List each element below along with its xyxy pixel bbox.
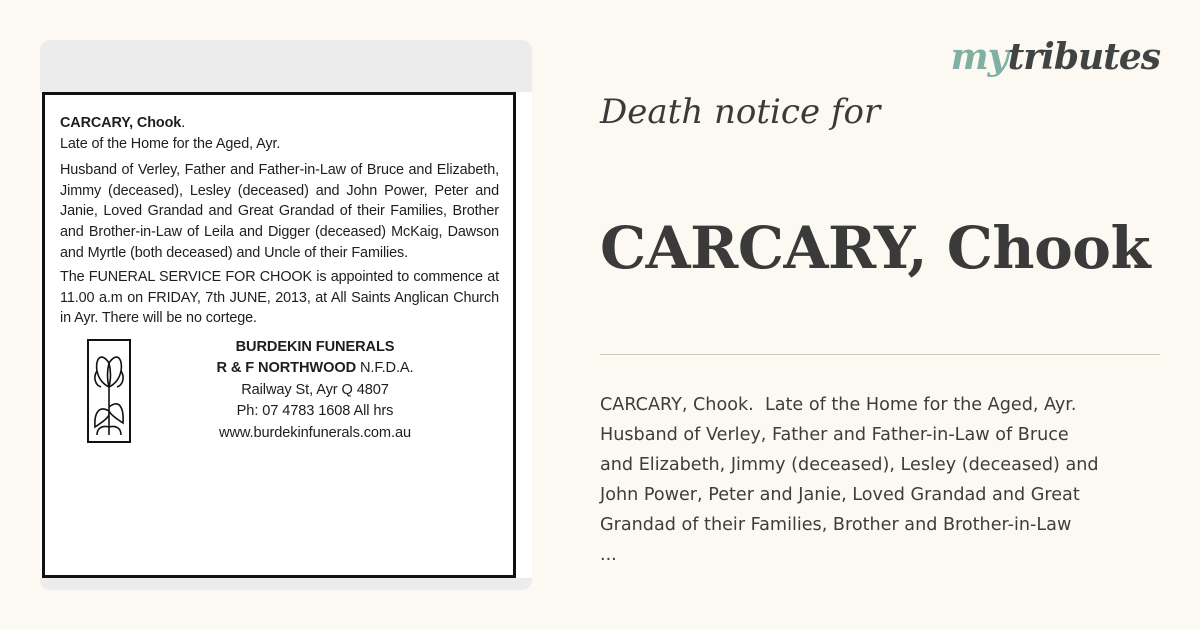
logo-my: my bbox=[950, 36, 1008, 78]
notice-footer bbox=[60, 333, 499, 443]
funeral-home-details bbox=[170, 337, 460, 444]
funeral-directors-name: R & F NORTHWOOD bbox=[216, 360, 357, 377]
funeral-home-name: BURDEKIN FUNERALS bbox=[235, 338, 395, 355]
funeral-home-address: Railway St, Ayr Q 4807 bbox=[241, 381, 389, 398]
notice-paper bbox=[40, 92, 532, 578]
funeral-home-website: www.burdekinfunerals.com.au bbox=[219, 424, 411, 441]
notice-residence: Late of the Home for the Aged, Ayr. bbox=[60, 135, 281, 152]
funeral-directors-suffix: N.F.D.A. bbox=[356, 360, 414, 377]
notice-service: The FUNERAL SERVICE FOR CHOOK is appointed to commence at 11.00 a.m on FRIDAY, 7th JUNE, 2013, at All Saints Anglican Church in Ayr. There will be no cortege. bbox=[60, 269, 499, 327]
mytributes-logo bbox=[951, 36, 1160, 78]
funeral-home-phone: Ph: 07 4783 1608 All hrs bbox=[236, 403, 394, 420]
logo-tributes: tributes bbox=[1007, 36, 1160, 78]
notice-family: Husband of Verley, Father and Father-in-Law of Bruce and Elizabeth, Jimmy (deceased), Lesley (deceased) and John Power, Peter and Janie, Loved Grandad and Great Grandad of their Families, Brother and Brother-in-Law of Leila and Digger (deceased) McKaig, Dawson and Myrtle (both deceased) and Uncle of their Families. bbox=[60, 162, 499, 261]
summary-ellipsis: ... bbox=[600, 545, 617, 565]
notice-header bbox=[60, 113, 499, 154]
deceased-name: CARCARY, Chook bbox=[600, 214, 1151, 282]
notice-summary: CARCARY, Chook. Late of the Home for the Aged, Ayr. Husband of Verley, Father and Father-in-Law of Bruce and Elizabeth, Jimmy (deceased), Lesley (deceased) and John Power, Peter and Janie, Loved Grandad and Great Grandad of their Families, Brother and Brother-in-Law bbox=[600, 395, 1099, 535]
notice-frame bbox=[42, 92, 516, 578]
notice-name: CARCARY, Chook bbox=[60, 115, 182, 131]
notice-image bbox=[40, 40, 532, 590]
funeral-directors bbox=[170, 358, 460, 379]
divider bbox=[600, 354, 1160, 355]
notice-type-label: Death notice for bbox=[600, 92, 881, 132]
notice-name-punct: . bbox=[181, 115, 186, 131]
lily-icon bbox=[87, 339, 131, 443]
